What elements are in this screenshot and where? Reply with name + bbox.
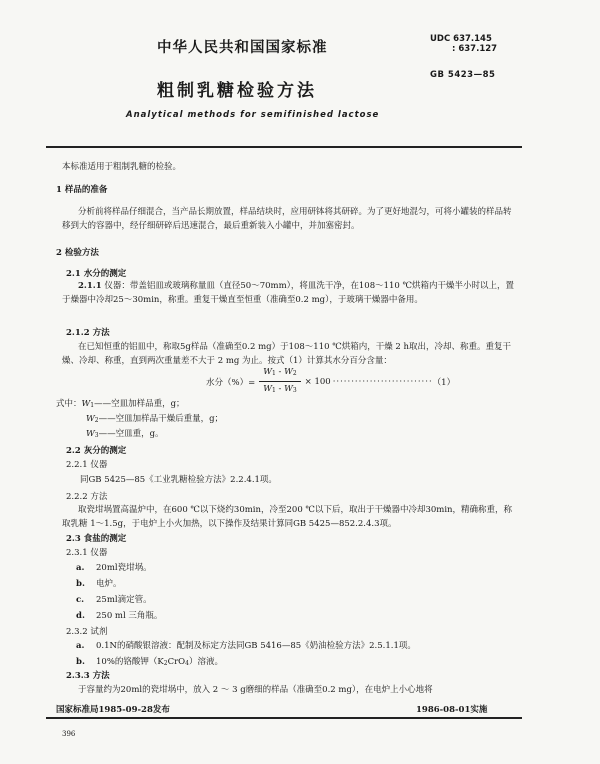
section-2-1-heading: 2.1 水分的测定 — [66, 269, 127, 279]
formula-leader-dots: ··························· — [332, 376, 433, 387]
formula-equation-number: （1） — [432, 377, 456, 388]
effective-date: 1986-08-01实施 — [416, 705, 488, 715]
section-2-3-1-heading: 2.3.1 仪器 — [66, 548, 108, 558]
document-title: 粗制乳糖检验方法 — [157, 81, 317, 101]
formula-multiplier: × 100 — [304, 376, 331, 387]
section-2-3-3-heading: 2.3.3 方法 — [66, 671, 110, 681]
section-2-1-1 — [62, 279, 518, 307]
list-item: d. 250 ml 三角瓶。 — [76, 611, 163, 621]
section-2-3-heading: 2.3 食盐的测定 — [66, 534, 127, 544]
udc-line-1: UDC 637.145 — [430, 34, 492, 44]
list-item: c. 25ml滴定管。 — [76, 595, 152, 605]
instrument-list — [76, 561, 532, 625]
section-2-1-1-text: 仪器：带盖铝皿或玻璃称量皿（直径50～70mm），将皿洗干净，在108～110 ℃烘箱内干燥半小时以上，置于燥器中冷却25～30min，称重。重复干燥直至恒重（准确至0.2 mg），于玻璃干燥器中备用。 — [62, 281, 515, 305]
issue-date: 国家标准局1985-09-28发布 — [56, 705, 170, 715]
reagent-a: a. 0.1N的硝酸银溶液：配制及标定方法同GB 5416—85《奶油检验方法》2.5.1.1项。 — [76, 641, 416, 651]
english-title: Analytical methods for semifinished lactose — [126, 110, 380, 120]
scope-statement: 本标准适用于粗制乳糖的检验。 — [62, 162, 182, 172]
list-item: a. 20ml瓷坩埚。 — [76, 563, 152, 573]
section-2-1-2-text: 在已知恒重的铝皿中，称取5g样品（准确至0.2 mg）于108～110 ℃烘箱内，干燥 2 h取出，冷却、称重。重复干燥、冷却、称重，直到两次重量差不大于 2 mg 为止。按式（1）计算其水分百分含量： — [62, 342, 512, 366]
header-rule — [46, 146, 522, 148]
reagent-b: b. 10%的铬酸钾（K2CrO4）溶液。 — [76, 657, 223, 667]
footer-rule — [46, 717, 522, 719]
section-2-2-heading: 2.2 灰分的测定 — [66, 446, 127, 456]
formula-numerator: W1 - W2 — [259, 366, 300, 382]
formula-denominator: W1 - W3 — [263, 384, 297, 394]
section-2-2-1-text: 同GB 5425—85《工业乳糖检验方法》2.2.4.1项。 — [80, 475, 277, 485]
section-2-2-2-heading: 2.2.2 方法 — [66, 492, 108, 502]
variable-w3: W3——空皿重，g。 — [86, 429, 164, 439]
section-1-heading: 1 样品的准备 — [56, 185, 108, 195]
page-number: 396 — [62, 730, 76, 738]
variable-w2: W2——空皿加样品干燥后重量，g； — [86, 414, 224, 424]
section-2-3-2-heading: 2.3.2 试剂 — [66, 627, 108, 637]
section-2-heading: 2 检验方法 — [56, 248, 99, 258]
udc-code — [430, 34, 497, 54]
section-2-2-1-heading: 2.2.1 仪器 — [66, 460, 108, 470]
formula-lhs: 水分（%）= — [206, 377, 256, 388]
list-item: b. 电炉。 — [76, 579, 122, 589]
where-label: 式中： — [56, 399, 82, 409]
udc-line-2: : 637.127 — [452, 44, 498, 54]
standard-name: 中华人民共和国国家标准 — [157, 39, 328, 56]
section-2-1-1-number: 2.1.1 — [78, 281, 102, 291]
formula-fraction — [259, 366, 300, 397]
variable-w1: 式中：W1——空皿加样品重，g； — [56, 399, 185, 409]
section-1-text: 分析前将样品仔细混合，当产品长期放置，样品结块时，应用研钵将其研碎。为了更好地混匀，可将小罐装的样品转移到大的容器中，经仔细研碎后迅速混合，最后重新装入小罐中，并加塞密封。 — [62, 207, 512, 231]
section-2-2-2-text: 取瓷坩埚置高温炉中，在600 ℃以下烧约30min，冷至200 ℃以下后，取出于干燥器中冷却30min，精确称重，称取乳糖 1～1.5g，于电炉上小火加热，以下操作及结果计算同GB 5425—852.2.4.3项。 — [62, 505, 513, 529]
gb-number: GB 5423—85 — [430, 70, 496, 80]
moisture-formula — [206, 366, 455, 397]
section-2-1-2-heading: 2.1.2 方法 — [66, 328, 110, 338]
section-2-3-3-text: 于容量约为20ml的瓷坩埚中，放入 2 ～ 3 g磨细的样品（准确至0.2 mg），在电炉上小心地将 — [78, 685, 433, 695]
